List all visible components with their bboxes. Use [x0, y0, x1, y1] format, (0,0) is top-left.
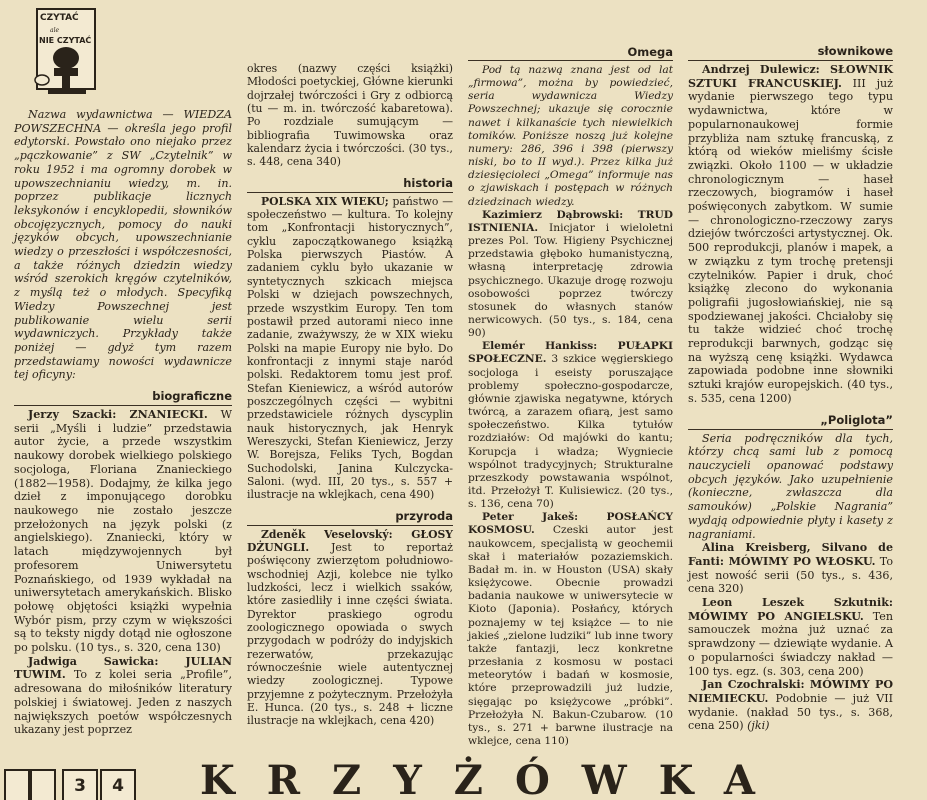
article-lead: Alina Kreisberg, Silvano de Fanti: MÓWIMY PO WŁOSKU. [688, 541, 893, 568]
article-body: okres (nazwy części książki) Młodości poetyckiej, Główne kierunki dojrzałej twórczości i Gry z odbiorcą (tu — m. in. twórczość kabaretowa). Po rozdziale sumującym — bibliografia Tuwimowska oraz kalendarz życia i twórczości. (30 tys., s. 448, cena 340) [247, 62, 453, 169]
intro-text: Pod tą nazwą znana jest od lat „firmowa”, można by powiedzieć, seria wydawnicza Wiedzy Powszechnej; ukazuje się corocznie nawet i kilkanaście tych niewielkich tomików. Poniższe noszą już kolejne numery: 286, 396 i 398 (pierwszy niski, bo to II wyd.). Przez kilka już dziesięcioleci „Omega” informuje nas o zjawiskach i postępach w różnych dziedzinach wiedzy. [468, 63, 673, 208]
article-lead: Andrzej Dulewicz: SŁOWNIK SZTUKI FRANCUSKIEJ. [688, 63, 893, 90]
article-body: To z kolei seria „Profile”, adresowana do miłośników literatury polskiej i światowej. Jeden z naszych największych poetów współczesnych ukazany jest poprzez [14, 668, 233, 737]
article-lead: Elemér Hankiss: PUŁAPKI SPOŁECZNE. [468, 339, 673, 366]
page-box-empty [4, 769, 30, 800]
logo-line-2: ale [50, 27, 60, 34]
section-label: słownikowe [817, 44, 893, 59]
article-body: 3 szkice węgierskiego socjologa i eseisty poruszające problemy społeczno-gospodarcze, głównie zjawiska negatywne, których twórcą, a zarazem ofiarą, jest samo społeczeństwo. Kilka tytułów rozdziałów: Od majówki do kantu; Korupcja i władza; Wygniecie wspólnot tradycyjnych; Strukturalne przeszkody powstawania wspólnot, itd. Przełożył T. Kulisiewicz. (20 tys., s. 136, cena 70) [468, 352, 673, 511]
logo-line-1: CZYTAĆ [40, 13, 79, 23]
section-label: Omega [627, 44, 673, 59]
article-lead: Kazimierz Dąbrowski: TRUD ISTNIENIA. [468, 207, 673, 234]
article-body: W serii „Myśli i ludzie” przedstawia autor życie, a przede wszystkim naukowy dorobek wielkiego polskiego socjologa, Floriana Znanieckiego (1882—1958). Dodajmy, że kilka jego dzieł z imponującego dorobku naukowego nie zostało jeszcze przełożonych na język polski (z angielskiego). Znaniecki, który w latach międzywojennych był profesorem Uniwersytetu Poznańskiego, od 1939 wykładał na uniwersytetach amerykańskich. Blisko połowę objętości książki wypełnia Wybór pism, przy czym w większości są to teksty nigdy dotąd nie ogłoszone po polsku. (10 tys., s. 320, cena 130) [14, 408, 232, 655]
column-2 [247, 62, 453, 728]
article-body: Inicjator i wieloletni prezes Pol. Tow. Higieny Psychicznej przedstawia głęboko humanistyczną, własną interpretację zdrowia psychicznego. Ukazuje drogę rozwoju osobowości poprzez twórczy stosunek do własnych stanów nerwicowych. (50 tys., s. 184, cena 90) [468, 220, 673, 340]
article-body: III już wydanie pierwszego tego typu wydawnictwa, które w popularnonaukowej formie przybliża nam sztukę francuską, z którą od wieków mieliśmy ścisłe związki. Około 1100 — w układzie chronologicznym — haseł rzeczowych, biogramów i haseł poświęconych zabytkom. W sumie — chronologiczno-rzeczowy zarys dziejów twórczości artystycznej. Ok. 500 reprodukcji, planów i mapek, a w związku z tym trochę pretensji czytelników. Papier i druk, choć książkę zlecono do wykonania poligrafii jugosłowiańskiej, nie są spodziewanej jakości. Chciałoby się tu także widzieć choć trochę reprodukcji barwnych, godząc się na wyższą cenę książki. Wydawca zapowiada podobne inne słowniki sztuki krajów europejskich. (40 tys., s. 535, cena 1200) [688, 76, 893, 405]
section-title-krzyzowka: KRZYŻÓWKA [200, 757, 787, 800]
section-poliglota [688, 413, 893, 430]
article-body: Podobnie — już VII wydanie. (nakład 50 tys., s. 368, cena 250) [688, 691, 893, 733]
section-biograficzne [14, 389, 232, 406]
page-number-right: 4 [100, 769, 136, 800]
author-signature: (jki) [747, 719, 770, 733]
section-omega [468, 44, 673, 61]
article-lead: Jerzy Szacki: ZNANIECKI. [28, 408, 208, 422]
czytac-logo [32, 8, 92, 100]
section-label: historia [403, 176, 453, 191]
section-label: przyroda [395, 509, 453, 524]
intro-text: Seria podręczników dla tych, którzy chcą sami lub z pomocą nauczycieli opanować podstawy obcych języków. Jako uzupełnienie (konieczne, zwłaszcza dla samouków) „Polskie Nagrania” wydają odpowiednie płyty i kasety z nagraniami. [688, 431, 893, 541]
article-body: Ten samouczek można już uznać za sprawdzony — dziewiąte wydanie. A o popularności świadczy nakład — 100 tys. egz. (s. 303, cena 200) [688, 609, 894, 678]
footer-bar [0, 755, 927, 800]
article-lead: Jan Czochralski: MÓWIMY PO NIEMIECKU. [688, 678, 893, 705]
article-body: To jest nowość serii (50 tys., s. 436, cena 320) [688, 554, 893, 596]
section-label: biograficzne [152, 389, 232, 404]
article-lead: POLSKA XIX WIEKU; [261, 194, 389, 208]
section-label: „Poliglota” [820, 412, 893, 427]
column-1 [14, 8, 232, 737]
column-4 [688, 44, 893, 733]
page-number-left: 3 [62, 769, 98, 800]
article-body: Czeski autor jest naukowcem, specjalistą w geochemii skał i materiałów pozaziemskich. Badał m. in. w Houston (USA) skały księżycowe. Obecnie prowadzi badania naukowe w uniwersytecie w Kioto (Japonia). Posłańcy, których poznajemy w tej książce — to nie jakieś „zielone ludziki” lub inne twory także fantazji, lecz konkretne przesłania z kosmosu w postaci meteorytów i badań w kosmosie, które przeprowadzili już ludzie, sięgając po księżycowe „próbki”. Przełożyła N. Bakun-Czubarow. (10 tys., s. 271 + barwne ilustracje na wklejce, cena 110) [468, 523, 673, 747]
intro-text: Nazwa wydawnictwa — WIEDZA POWSZECHNA — określa jego profil edytorski. Powstało ono niejako przez „pączkowanie” z SW „Czytelnik” w roku 1952 i ma ogromny dorobek w upowszechnianiu wiedzy, m. in. poprzez publikacje licznych leksykonów i encyklopedii, słowników obcojęzycznych, pomocy do nauki języków obcych, upowszechnianie wiedzy o przeszłości i współczesności, a także różnych dziedzin wiedzy wśród szerokich kręgów czytelników, z myślą też o młodych. Specyfiką Wiedzy Powszechnej jest publikowanie wielu serii wydawniczych. Przykłady także poniżej — gdyż tym razem przedstawiamy nowości wydawnicze tej oficyny: [14, 108, 232, 382]
article-body: państwo — społeczeństwo — kultura. To kolejny tom „Konfrontacji historycznych”, cyklu zapoczątkowanego książką Polska pierwszych Piastów. A zadaniem cyklu było ukazanie w syntetycznych szkicach miejsca Polski w dziejach powszechnych, przede wszystkim Europy. Ten tom postawił przed autorami nieco inne zadanie, zważywszy, że w XIX wieku Polski na mapie Europy nie było. Do konfrontacji z innymi staje naród polski. Redaktorem tomu jest prof. Stefan Kieniewicz, a wśród autorów poszczególnych części — wybitni przedstawiciele różnych dyscyplin nauk historycznych, jak Henryk Wereszycki, Stefan Kieniewicz, Jerzy W. Borejsza, Feliks Tych, Bogdan Suchodolski, Janina Kulczycka-Saloni. (wyd. III, 20 tys., s. 557 + ilustracje na wklejkach, cena 490) [247, 194, 454, 502]
logo-line-3: NIE CZYTAĆ [39, 36, 92, 45]
reader-figure-icon [32, 8, 92, 100]
page-box-empty [30, 769, 56, 800]
article-lead: Leon Leszek Szkutnik: MÓWIMY PO ANGIELSKU. [688, 596, 893, 623]
section-historia [247, 176, 453, 193]
article-lead: Jadwiga Sawicka: JULIAN TUWIM. [14, 654, 232, 682]
column-3 [468, 44, 673, 747]
article-body: Jest to reportaż poświęcony zwierzętom południowo-wschodniej Azji, kolebce nie tylko ludzkości, lecz i wielkich ssaków, które zasiedliły i inne części świata. Dyrektor praskiego ogrodu zoologicznego opowiada o swych przygodach w podróży do indyjskich rezerwatów, przekazując równocześnie wiele autentycznej wiedzy zoologicznej. Typowe przyjemne z pożytecznym. Przełożyła E. Hunca. (20 tys., s. 248 + liczne ilustracje na wklejkach, cena 420) [247, 541, 453, 728]
section-slownikowe [688, 44, 893, 61]
section-przyroda [247, 509, 453, 526]
article-lead: Zdeněk Veselovský: GŁOSY DŻUNGLI. [247, 527, 453, 554]
article-lead: Peter Jakeš: POSŁAŃCY KOSMOSU. [468, 510, 673, 537]
